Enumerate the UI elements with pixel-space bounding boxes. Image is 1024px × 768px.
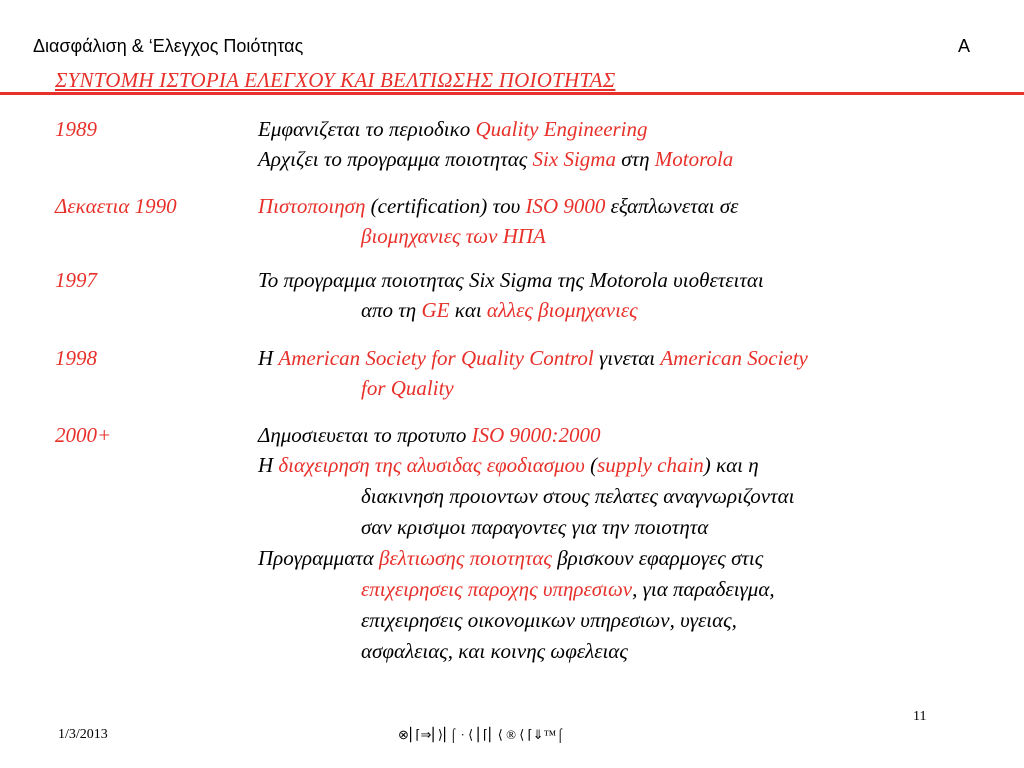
entry-2000-line8: ασφαλειας, και κοινης ωφελειας	[361, 639, 628, 663]
year-1990s: Δεκαετια 1990	[55, 194, 177, 218]
text: Δημοσιευεται το προτυπο	[258, 423, 467, 447]
entry-2000-line2	[258, 453, 759, 478]
supply-chain-term: διαχειρηση της αλυσιδας εφοδιασμου	[278, 453, 585, 477]
entry-1989-line1	[258, 117, 648, 142]
text: ) και η	[703, 453, 759, 477]
other-industries: αλλες βιομηχανιες	[486, 298, 638, 322]
entry-1998-line2: for Quality	[361, 376, 454, 400]
year-2000: 2000+	[55, 423, 112, 447]
entry-2000-line7: επιχειρησεις οικονομικων υπηρεσιων, υγειας,	[361, 608, 737, 632]
text: και	[454, 298, 482, 322]
text: της	[557, 268, 585, 292]
entry-2000-line6	[361, 577, 775, 602]
year-1998: 1998	[55, 346, 97, 370]
company-name: Motorola	[589, 268, 668, 292]
entry-2000-line5	[258, 546, 763, 571]
org-name: American Society for Quality Control	[278, 346, 594, 370]
entry-1989-line2	[258, 147, 733, 172]
company-name: GE	[421, 298, 450, 322]
footer-date: 1/3/2013	[58, 727, 108, 742]
text: απο τη	[361, 298, 417, 322]
text: (certification)	[370, 194, 488, 218]
quality-improvement-term: βελτιωσης ποιοτητας	[379, 546, 552, 570]
text: του	[492, 194, 521, 218]
entry-2000-line3: διακινηση προιοντων στους πελατες αναγνωριζονται	[361, 484, 795, 508]
certification-term: Πιστοποιηση	[258, 194, 366, 218]
service-companies-term: επιχειρησεις παροχης υπηρεσιων	[361, 577, 633, 601]
page-number: 11	[913, 709, 927, 724]
text: γινεται	[599, 346, 656, 370]
standard-name: ISO 9000:2000	[471, 423, 601, 447]
text: στη	[621, 147, 650, 171]
year-1997: 1997	[55, 268, 97, 292]
footer-symbols: ⊗⎜⌈⇒⎜⟩⎜⌠ · ⟨ ⎜⌈⎜ ⟨ ® ⟨ ⌈⇓™⌠	[398, 727, 565, 742]
text: , για παραδειγμα,	[632, 577, 775, 601]
text: βρισκουν εφαρμογες στις	[557, 546, 764, 570]
standard-name: ISO 9000	[525, 194, 606, 218]
entry-1997-line2	[361, 298, 638, 323]
entry-2000-line4: σαν κρισιμοι παραγοντες για την ποιοτητα	[361, 515, 709, 539]
header-letter: Α	[958, 36, 971, 56]
year-1989: 1989	[55, 117, 97, 141]
header-divider	[0, 92, 1024, 95]
text: Αρχιζει το προγραμμα ποιοτητας	[258, 147, 528, 171]
entry-1997-line1	[258, 268, 764, 293]
entry-1998-line1	[258, 346, 808, 371]
text: Το προγραμμα ποιοτητας	[258, 268, 464, 292]
header-title: Διασφάλιση & ‘Ελεγχος Ποιότητας	[33, 36, 304, 56]
journal-name: Quality Engineering	[475, 117, 648, 141]
text: Η	[258, 453, 274, 477]
text: υιοθετειται	[673, 268, 764, 292]
text: Η	[258, 346, 274, 370]
text: εξαπλωνεται σε	[610, 194, 739, 218]
text: Προγραμματα	[258, 546, 374, 570]
text: Εμφανιζεται το περιοδικο	[258, 117, 471, 141]
entry-1990-line1	[258, 194, 738, 219]
section-title: ΣΥΝΤΟΜΗ ΙΣΤΟΡΙΑ ΕΛΕΓΧΟΥ ΚΑΙ ΒΕΛΤΙΩΣΗΣ ΠΟΙΟΤΗΤΑΣ	[55, 68, 616, 92]
entry-1990-line2: βιομηχανιες των ΗΠΑ	[361, 224, 546, 248]
text: (	[590, 453, 598, 477]
program-name: Six Sigma	[468, 268, 553, 292]
company-name: Motorola	[654, 147, 734, 171]
entry-2000-line1	[258, 423, 601, 448]
supply-chain-en: supply chain	[597, 453, 704, 477]
org-name-new: American Society	[660, 346, 808, 370]
program-name: Six Sigma	[532, 147, 616, 171]
